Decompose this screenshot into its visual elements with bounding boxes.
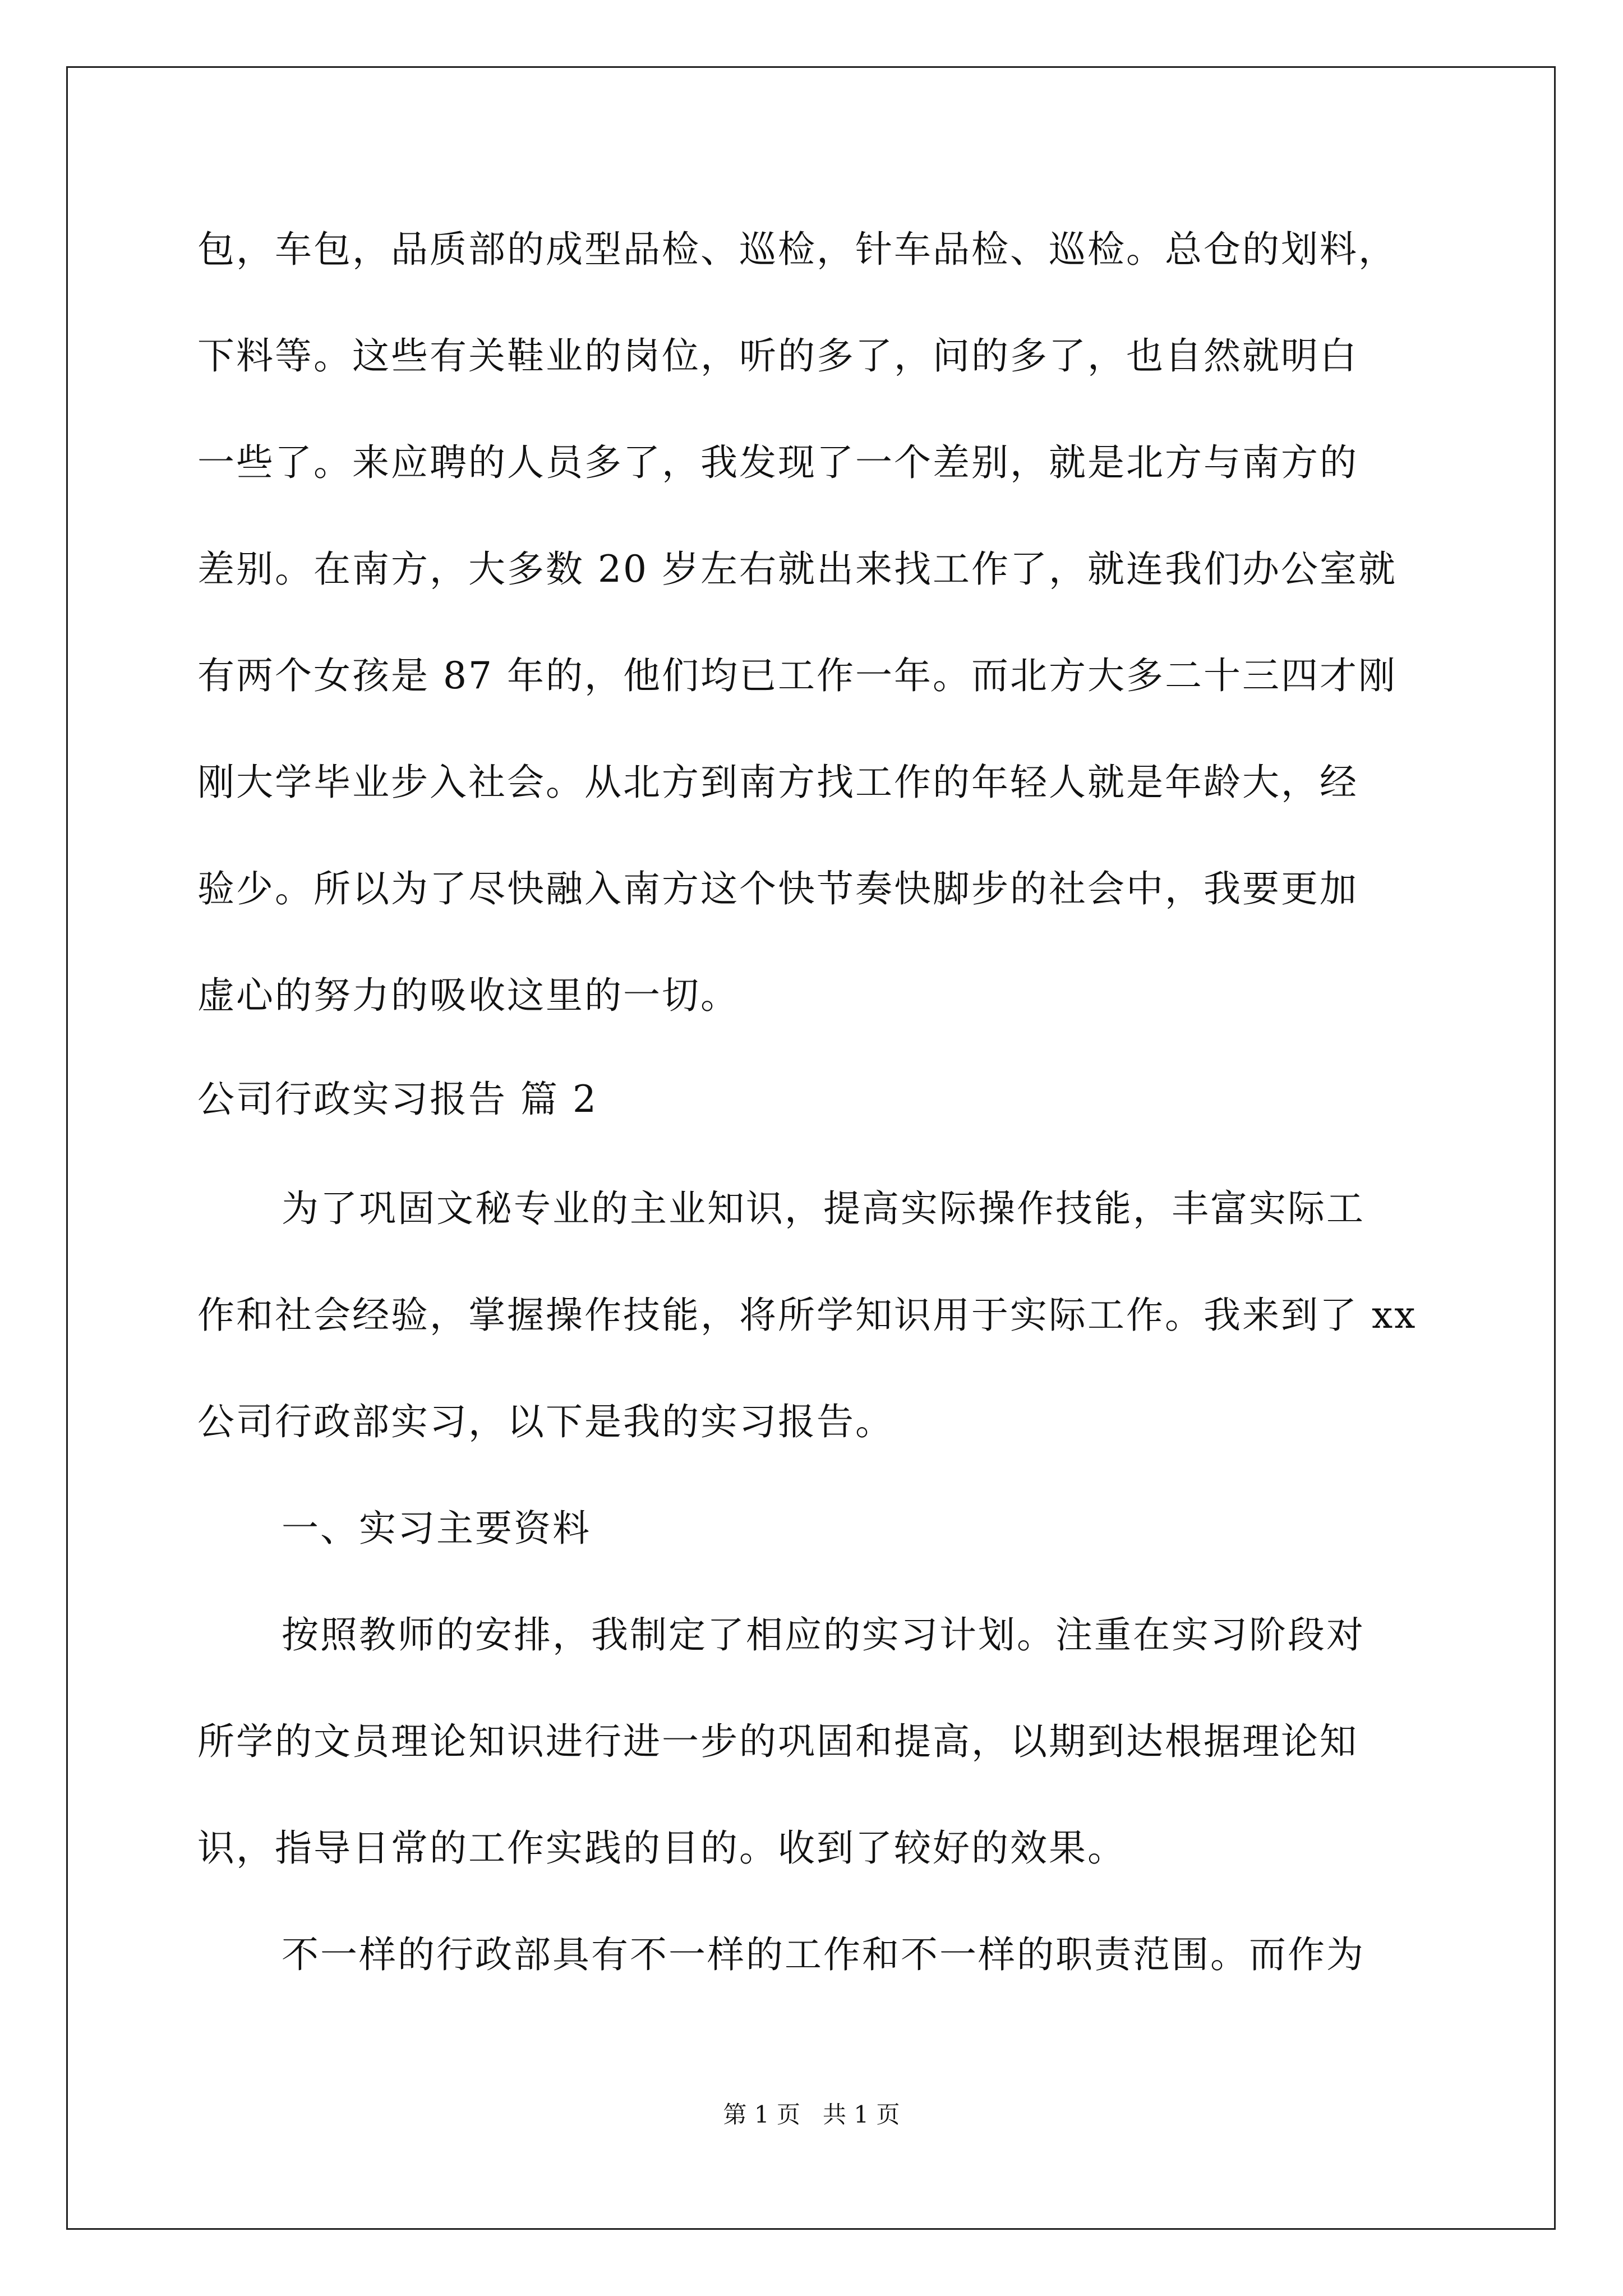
page-frame: [66, 66, 1556, 2230]
section-heading: 公司行政实习报告 篇 2: [197, 1078, 598, 1121]
paragraph-line: 刚大学毕业步入社会。从北方到南方找工作的年轻人就是年龄大，经: [197, 761, 1358, 804]
subsection-heading: 一、实习主要资料: [282, 1507, 591, 1550]
paragraph-line: 公司行政部实习，以下是我的实习报告。: [197, 1400, 894, 1443]
paragraph-line: 虚心的努力的吸收这里的一切。: [197, 974, 739, 1017]
paragraph-line: 为了巩固文秘专业的主业知识，提高实际操作技能，丰富实际工: [282, 1187, 1365, 1230]
paragraph-line: 下料等。这些有关鞋业的岗位，听的多了，问的多了，也自然就明白: [197, 334, 1358, 378]
paragraph-line: 不一样的行政部具有不一样的工作和不一样的职责范围。而作为: [282, 1933, 1365, 1976]
paragraph-line: 按照教师的安排，我制定了相应的实习计划。注重在实习阶段对: [282, 1613, 1365, 1657]
paragraph-line: 识，指导日常的工作实践的目的。收到了较好的效果。: [197, 1826, 1126, 1870]
paragraph-line: 一些了。来应聘的人员多了，我发现了一个差别，就是北方与南方的: [197, 441, 1358, 484]
page-footer: 第 1 页 共 1 页: [723, 2101, 900, 2128]
paragraph-line: 有两个女孩是 87 年的，他们均已工作一年。而北方大多二十三四才刚: [197, 654, 1397, 697]
paragraph-line: 差别。在南方，大多数 20 岁左右就出来找工作了，就连我们办公室就: [197, 547, 1397, 591]
paragraph-line: 作和社会经验，掌握操作技能，将所学知识用于实际工作。我来到了 xx: [197, 1294, 1417, 1337]
paragraph-line: 所学的文员理论知识进行进一步的巩固和提高，以期到达根据理论知: [197, 1720, 1358, 1763]
paragraph-line: 包，车包，品质部的成型品检、巡检，针车品检、巡检。总仓的划料，: [197, 228, 1397, 271]
paragraph-line: 验少。所以为了尽快融入南方这个快节奏快脚步的社会中，我要更加: [197, 867, 1358, 910]
